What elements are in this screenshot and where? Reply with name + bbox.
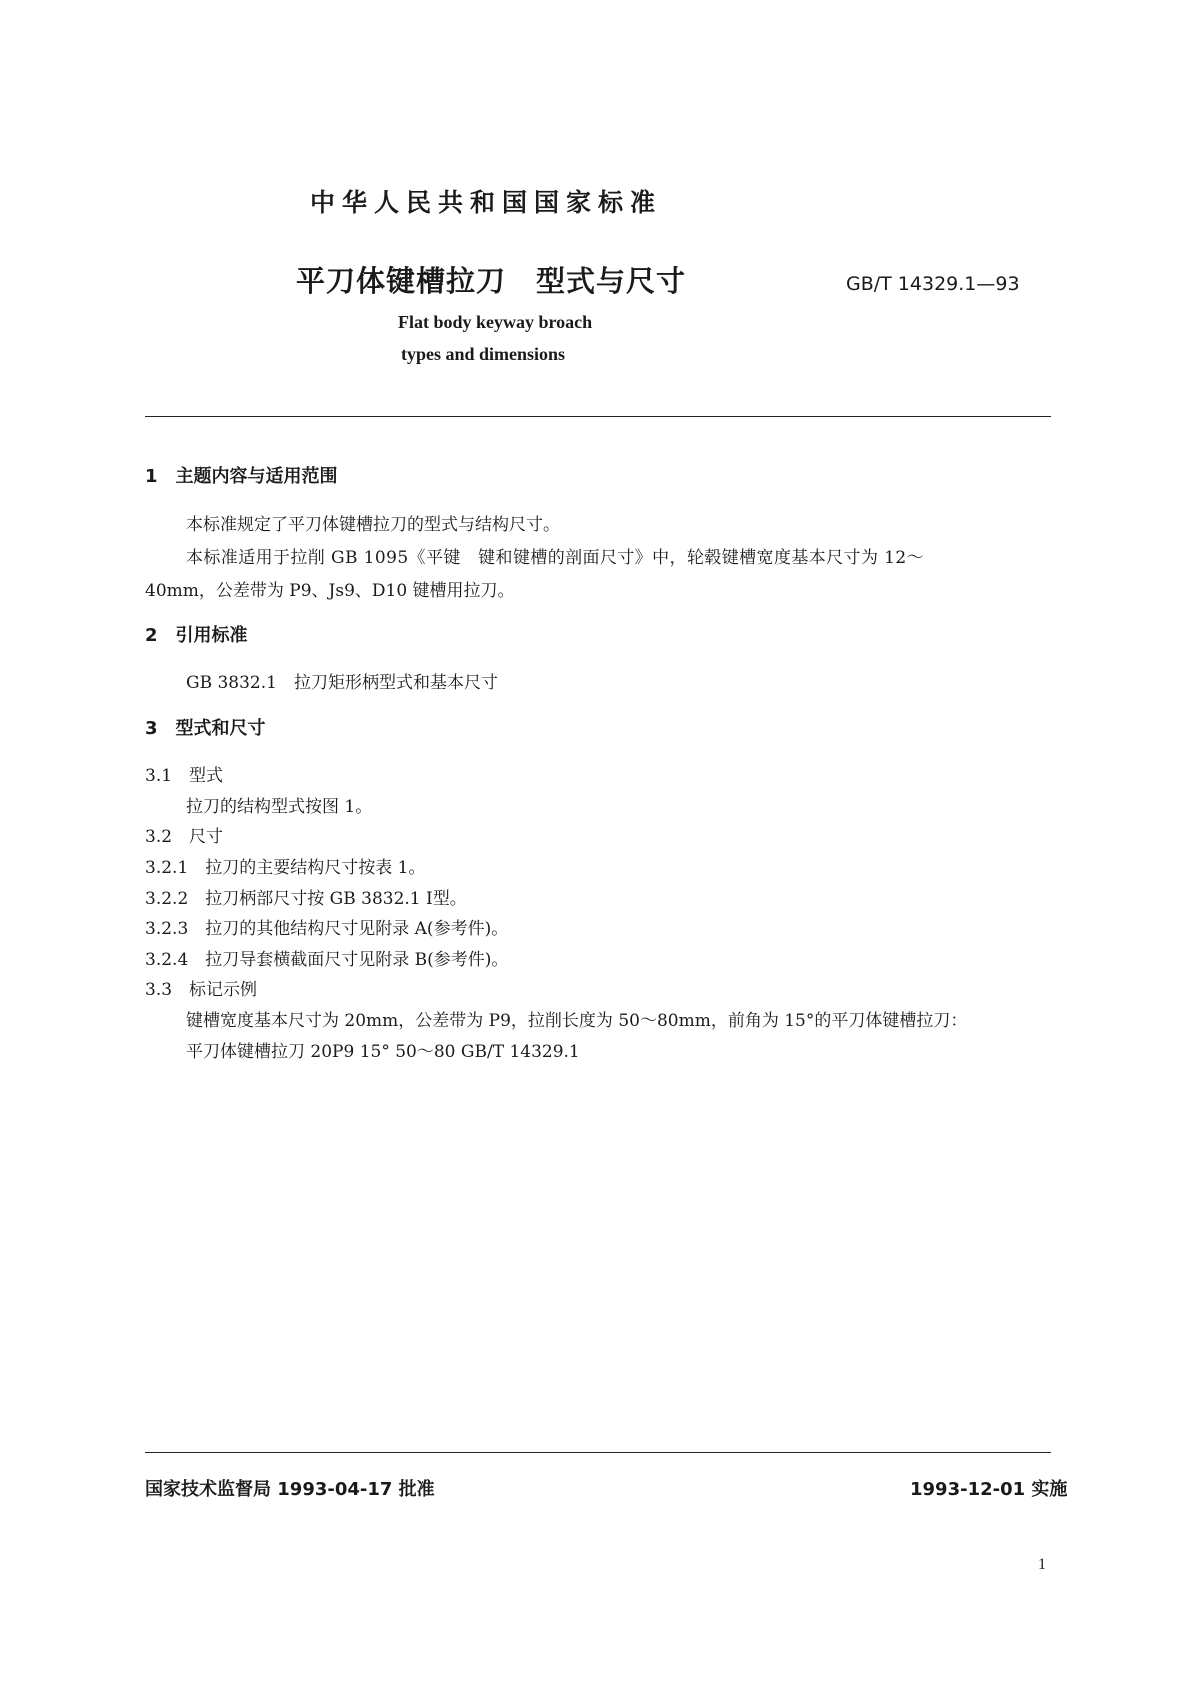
section-1-paragraph-2-line-1: 本标准适用于拉削 GB 1095《平键 键和键槽的剖面尺寸》中，轮毂键槽宽度基本尺寸为 12～: [186, 548, 924, 568]
section-3-3-marking-example: 平刀体键槽拉刀 20P9 15° 50～80 GB/T 14329.1: [186, 1042, 580, 1062]
standard-org-header: 中华人民共和国国家标准: [310, 188, 663, 217]
section-3-2-2: 3.2.2 拉刀柄部尺寸按 GB 3832.1 Ⅰ型。: [145, 889, 467, 909]
section-3-3-heading: 3.3 标记示例: [145, 980, 258, 1000]
footer-divider: [145, 1452, 1051, 1453]
section-1-paragraph-2-line-2: 40mm，公差带为 P9、Js9、D10 键槽用拉刀。: [145, 581, 515, 601]
page-number: 1: [1038, 1556, 1046, 1573]
header-divider: [145, 416, 1051, 417]
implementation-date: 1993-12-01 实施: [910, 1479, 1068, 1500]
section-2-heading: 2 引用标准: [145, 625, 248, 646]
approval-statement: 国家技术监督局 1993-04-17 批准: [145, 1479, 435, 1500]
section-3-1-heading: 3.1 型式: [145, 766, 224, 786]
english-title-line1: Flat body keyway broach: [398, 312, 593, 332]
section-3-1-text: 拉刀的结构型式按图 1。: [186, 797, 373, 817]
section-3-2-1: 3.2.1 拉刀的主要结构尺寸按表 1。: [145, 858, 426, 878]
section-2-reference: GB 3832.1 拉刀矩形柄型式和基本尺寸: [186, 673, 498, 693]
section-1-paragraph-1: 本标准规定了平刀体键槽拉刀的型式与结构尺寸。: [186, 515, 560, 535]
section-3-3-text-1: 键槽宽度基本尺寸为 20mm，公差带为 P9，拉削长度为 50～80mm，前角为 15°的平刀体键槽拉刀：: [186, 1011, 968, 1031]
document-title: 平刀体键槽拉刀 型式与尺寸: [296, 264, 687, 298]
section-3-2-4: 3.2.4 拉刀导套横截面尺寸见附录 B(参考件)。: [145, 950, 509, 970]
section-3-2-heading: 3.2 尺寸: [145, 827, 224, 847]
english-title-line2: types and dimensions: [401, 344, 566, 364]
section-3-heading: 3 型式和尺寸: [145, 718, 266, 739]
section-1-heading: 1 主题内容与适用范围: [145, 466, 338, 487]
standard-number: GB/T 14329.1—93: [846, 273, 1020, 295]
section-3-2-3: 3.2.3 拉刀的其他结构尺寸见附录 A(参考件)。: [145, 919, 509, 939]
